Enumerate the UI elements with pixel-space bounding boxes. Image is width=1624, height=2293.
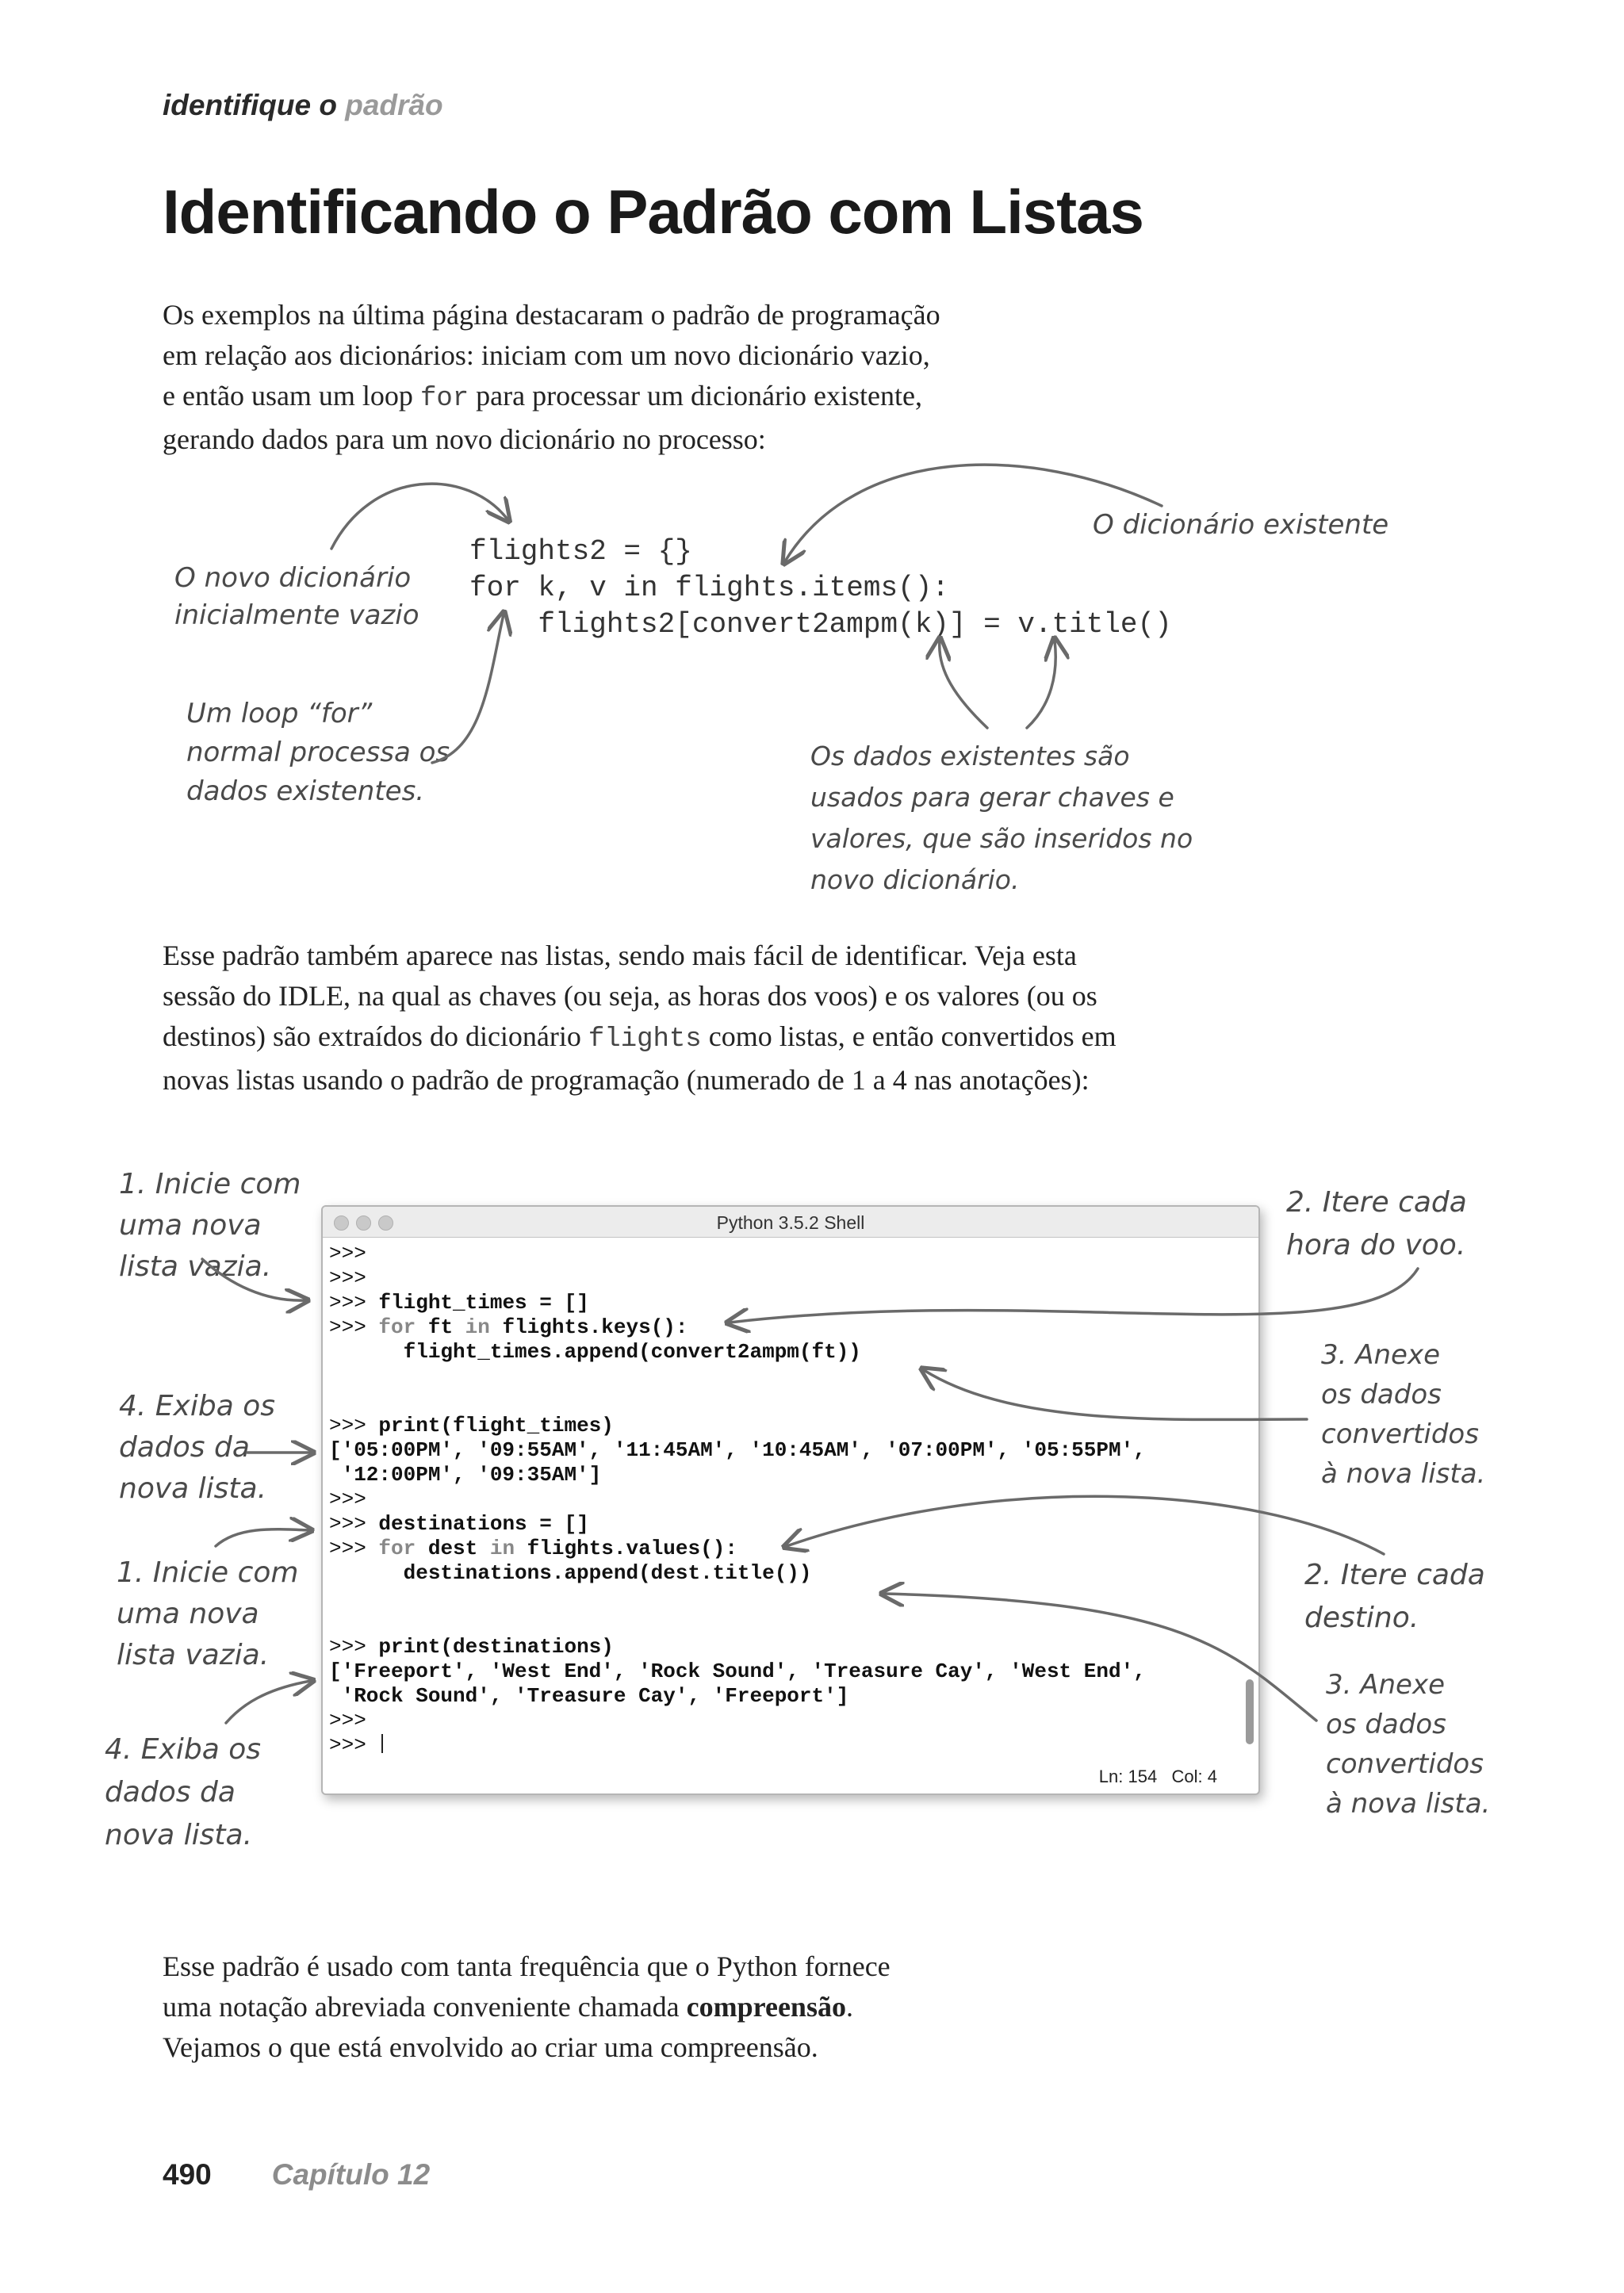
note-line: dados da [105, 1776, 236, 1809]
note-line: 1. Inicie com [119, 1168, 301, 1200]
note-line: inicialmente vazio [174, 599, 419, 631]
note-line: convertidos [1321, 1418, 1479, 1450]
paragraph-line: Vejamos o que está envolvido ao criar uma compreensão. [163, 2031, 818, 2063]
note-line: 1. Inicie com [117, 1556, 299, 1589]
note-line: nova lista. [119, 1472, 267, 1505]
note-step4-destinations [105, 1728, 261, 1857]
shell-line [329, 1266, 1146, 1291]
arrow-key-data [940, 641, 987, 728]
note-line: lista vazia. [119, 1250, 272, 1283]
note-line: uma nova [117, 1598, 259, 1630]
paragraph-line [163, 1016, 1116, 1060]
shell-prompt: >>> [329, 1709, 366, 1732]
shell-line [329, 1561, 1146, 1586]
code-line: flights2 = {} [469, 535, 692, 568]
cursor-position-status: Ln: 154 Col: 4 [1098, 1767, 1217, 1786]
shell-code: ['05:00PM', '09:55AM', '11:45AM', '10:45AM', '07:00PM', '05:55PM', [329, 1438, 1146, 1462]
intro-line: em relação aos dicionários: iniciam com um novo dicionário vazio, [163, 339, 930, 371]
dict-code-block [469, 534, 1172, 643]
shell-line [329, 1586, 1146, 1610]
shell-keyword: in [489, 1537, 515, 1560]
shell-line [329, 1438, 1146, 1463]
note-step2-flight-times [1286, 1181, 1467, 1267]
second-paragraph [163, 936, 1116, 1101]
note-step3-destinations [1326, 1665, 1490, 1824]
shell-code: destinations.append(dest.title()) [329, 1561, 812, 1585]
note-step1-flight-times [119, 1164, 301, 1288]
note-line: lista vazia. [117, 1639, 270, 1671]
shell-line [329, 1512, 1146, 1537]
shell-line [329, 1635, 1146, 1659]
note-line: nova lista. [105, 1819, 253, 1851]
code-line: flights2[convert2ampm(k)] = v.title() [469, 608, 1172, 641]
inline-code: flights [588, 1024, 702, 1055]
note-line: destino. [1304, 1602, 1419, 1634]
note-data-used [810, 736, 1193, 901]
note-line: hora do voo. [1286, 1229, 1466, 1261]
note-line: à nova lista. [1326, 1788, 1491, 1820]
note-step2-destinations [1304, 1554, 1485, 1640]
paragraph-line: sessão do IDLE, na qual as chaves (ou seja, as horas dos voos) e os valores (ou os [163, 980, 1097, 1012]
code-line: for k, v in flights.items(): [469, 572, 949, 604]
paragraph-text: . [845, 1991, 853, 2023]
note-step1-destinations [117, 1552, 299, 1676]
shell-code: flight_times.append(convert2ampm(ft)) [329, 1340, 861, 1364]
note-line: novo dicionário. [810, 864, 1020, 895]
note-line: O novo dicionário [174, 562, 412, 594]
shell-line [329, 1487, 1146, 1512]
shell-code: '12:00PM', '09:35AM'] [329, 1463, 602, 1487]
paragraph-text: destinos) são extraídos do dicionário [163, 1020, 588, 1052]
shell-line [329, 1733, 1146, 1758]
shell-line [329, 1610, 1146, 1635]
note-line: normal processa os [186, 737, 450, 768]
note-line: 2. Itere cada [1286, 1186, 1467, 1219]
intro-text: para processar um dicionário existente, [469, 380, 922, 412]
paragraph-text: uma notação abreviada conveniente chamada [163, 1991, 687, 2023]
shell-code: print(flight_times) [378, 1414, 614, 1437]
shell-code: flights.values(): [515, 1537, 737, 1560]
shell-keyword: for [378, 1315, 416, 1339]
note-line: 4. Exiba os [119, 1390, 275, 1422]
note-new-empty-dict [174, 560, 419, 634]
text-cursor [381, 1734, 383, 1753]
shell-prompt: >>> [329, 1266, 366, 1290]
closing-paragraph [163, 1947, 891, 2068]
paragraph-line: Esse padrão também aparece nas listas, sendo mais fácil de identificar. Veja esta [163, 940, 1077, 971]
shell-line [329, 1463, 1146, 1487]
note-line: dados existentes. [186, 775, 425, 807]
note-line: à nova lista. [1321, 1458, 1486, 1490]
inline-code: for [419, 384, 469, 414]
page-footer [163, 2158, 430, 2192]
arrow-step1-dest [216, 1529, 309, 1546]
shell-line [329, 1315, 1146, 1340]
intro-paragraph [163, 295, 940, 460]
running-head-accent: padrão [345, 89, 443, 121]
note-line: Os dados existentes são [810, 741, 1130, 771]
shell-prompt: >>> [329, 1635, 379, 1659]
note-line: usados para gerar chaves e [810, 782, 1174, 813]
shell-code: dest [416, 1537, 490, 1560]
shell-prompt: >>> [329, 1537, 379, 1560]
arrow-value-data [1027, 641, 1055, 728]
shell-prompt: >>> [329, 1487, 366, 1511]
shell-line [329, 1659, 1146, 1684]
shell-line [329, 1537, 1146, 1561]
note-line: 4. Exiba os [105, 1733, 261, 1766]
intro-line: gerando dados para um novo dicionário no processo: [163, 423, 766, 455]
note-line: 2. Itere cada [1304, 1559, 1485, 1591]
shell-code: ['Freeport', 'West End', 'Rock Sound', 'Treasure Cay', 'West End', [329, 1659, 1146, 1683]
intro-text: e então usam um loop [163, 380, 420, 412]
window-titlebar [323, 1207, 1258, 1238]
shell-line [329, 1414, 1146, 1438]
note-line: os dados [1321, 1379, 1442, 1411]
note-line: convertidos [1326, 1748, 1484, 1780]
paragraph-line: novas listas usando o padrão de programação (numerado de 1 a 4 nas anotações): [163, 1064, 1090, 1096]
chapter-label: Capítulo 12 [271, 2158, 431, 2191]
note-step3-flight-times [1321, 1335, 1485, 1494]
shell-line [329, 1684, 1146, 1709]
shell-line [329, 1709, 1146, 1733]
intro-line [163, 376, 940, 419]
window-title: Python 3.5.2 Shell [716, 1212, 865, 1233]
paragraph-line [163, 1987, 891, 2027]
shell-output[interactable] [329, 1242, 1146, 1758]
note-line: O dicionário existente [1093, 509, 1389, 541]
shell-code: print(destinations) [378, 1635, 614, 1659]
note-line: valores, que são inseridos no [810, 823, 1193, 854]
shell-line [329, 1242, 1146, 1266]
page-number: 490 [163, 2158, 212, 2191]
shell-code: ft [416, 1315, 465, 1339]
note-line: 3. Anexe [1321, 1339, 1441, 1371]
shell-prompt: >>> [329, 1512, 379, 1536]
running-head [163, 89, 443, 122]
note-line: 3. Anexe [1326, 1669, 1446, 1701]
running-head-main: identifique o [163, 89, 337, 121]
shell-prompt: >>> [329, 1414, 379, 1437]
bold-term: compreensão [686, 1991, 846, 2023]
shell-code: destinations = [] [378, 1512, 589, 1536]
note-line: uma nova [119, 1209, 262, 1242]
shell-code: flight_times = [] [378, 1291, 589, 1315]
note-for-loop [186, 695, 450, 811]
shell-prompt: >>> [329, 1315, 379, 1339]
note-line: os dados [1326, 1709, 1446, 1740]
paragraph-text: como listas, e então convertidos em [701, 1020, 1116, 1052]
shell-prompt: >>> [329, 1733, 379, 1757]
shell-line [329, 1389, 1146, 1414]
shell-keyword: in [465, 1315, 490, 1339]
shell-line [329, 1365, 1146, 1389]
note-line: Um loop “for” [186, 698, 373, 729]
shell-prompt: >>> [329, 1291, 379, 1315]
shell-code: flights.keys(): [489, 1315, 688, 1339]
shell-line [329, 1291, 1146, 1315]
idle-shell-window [321, 1205, 1260, 1795]
scrollbar-thumb[interactable] [1246, 1679, 1254, 1744]
shell-code: 'Rock Sound', 'Treasure Cay', 'Freeport'] [329, 1684, 849, 1708]
intro-line: Os exemplos na última página destacaram o padrão de programação [163, 299, 940, 331]
paragraph-line: Esse padrão é usado com tanta frequência que o Python fornece [163, 1950, 891, 1982]
arrow-step4-dest [226, 1681, 311, 1723]
shell-line [329, 1340, 1146, 1365]
shell-keyword: for [378, 1537, 416, 1560]
note-step4-flight-times [119, 1386, 275, 1510]
note-existing-dict [1093, 509, 1388, 541]
page-title: Identificando o Padrão com Listas [163, 177, 1143, 247]
shell-prompt: >>> [329, 1242, 366, 1265]
note-line: dados da [119, 1431, 250, 1464]
